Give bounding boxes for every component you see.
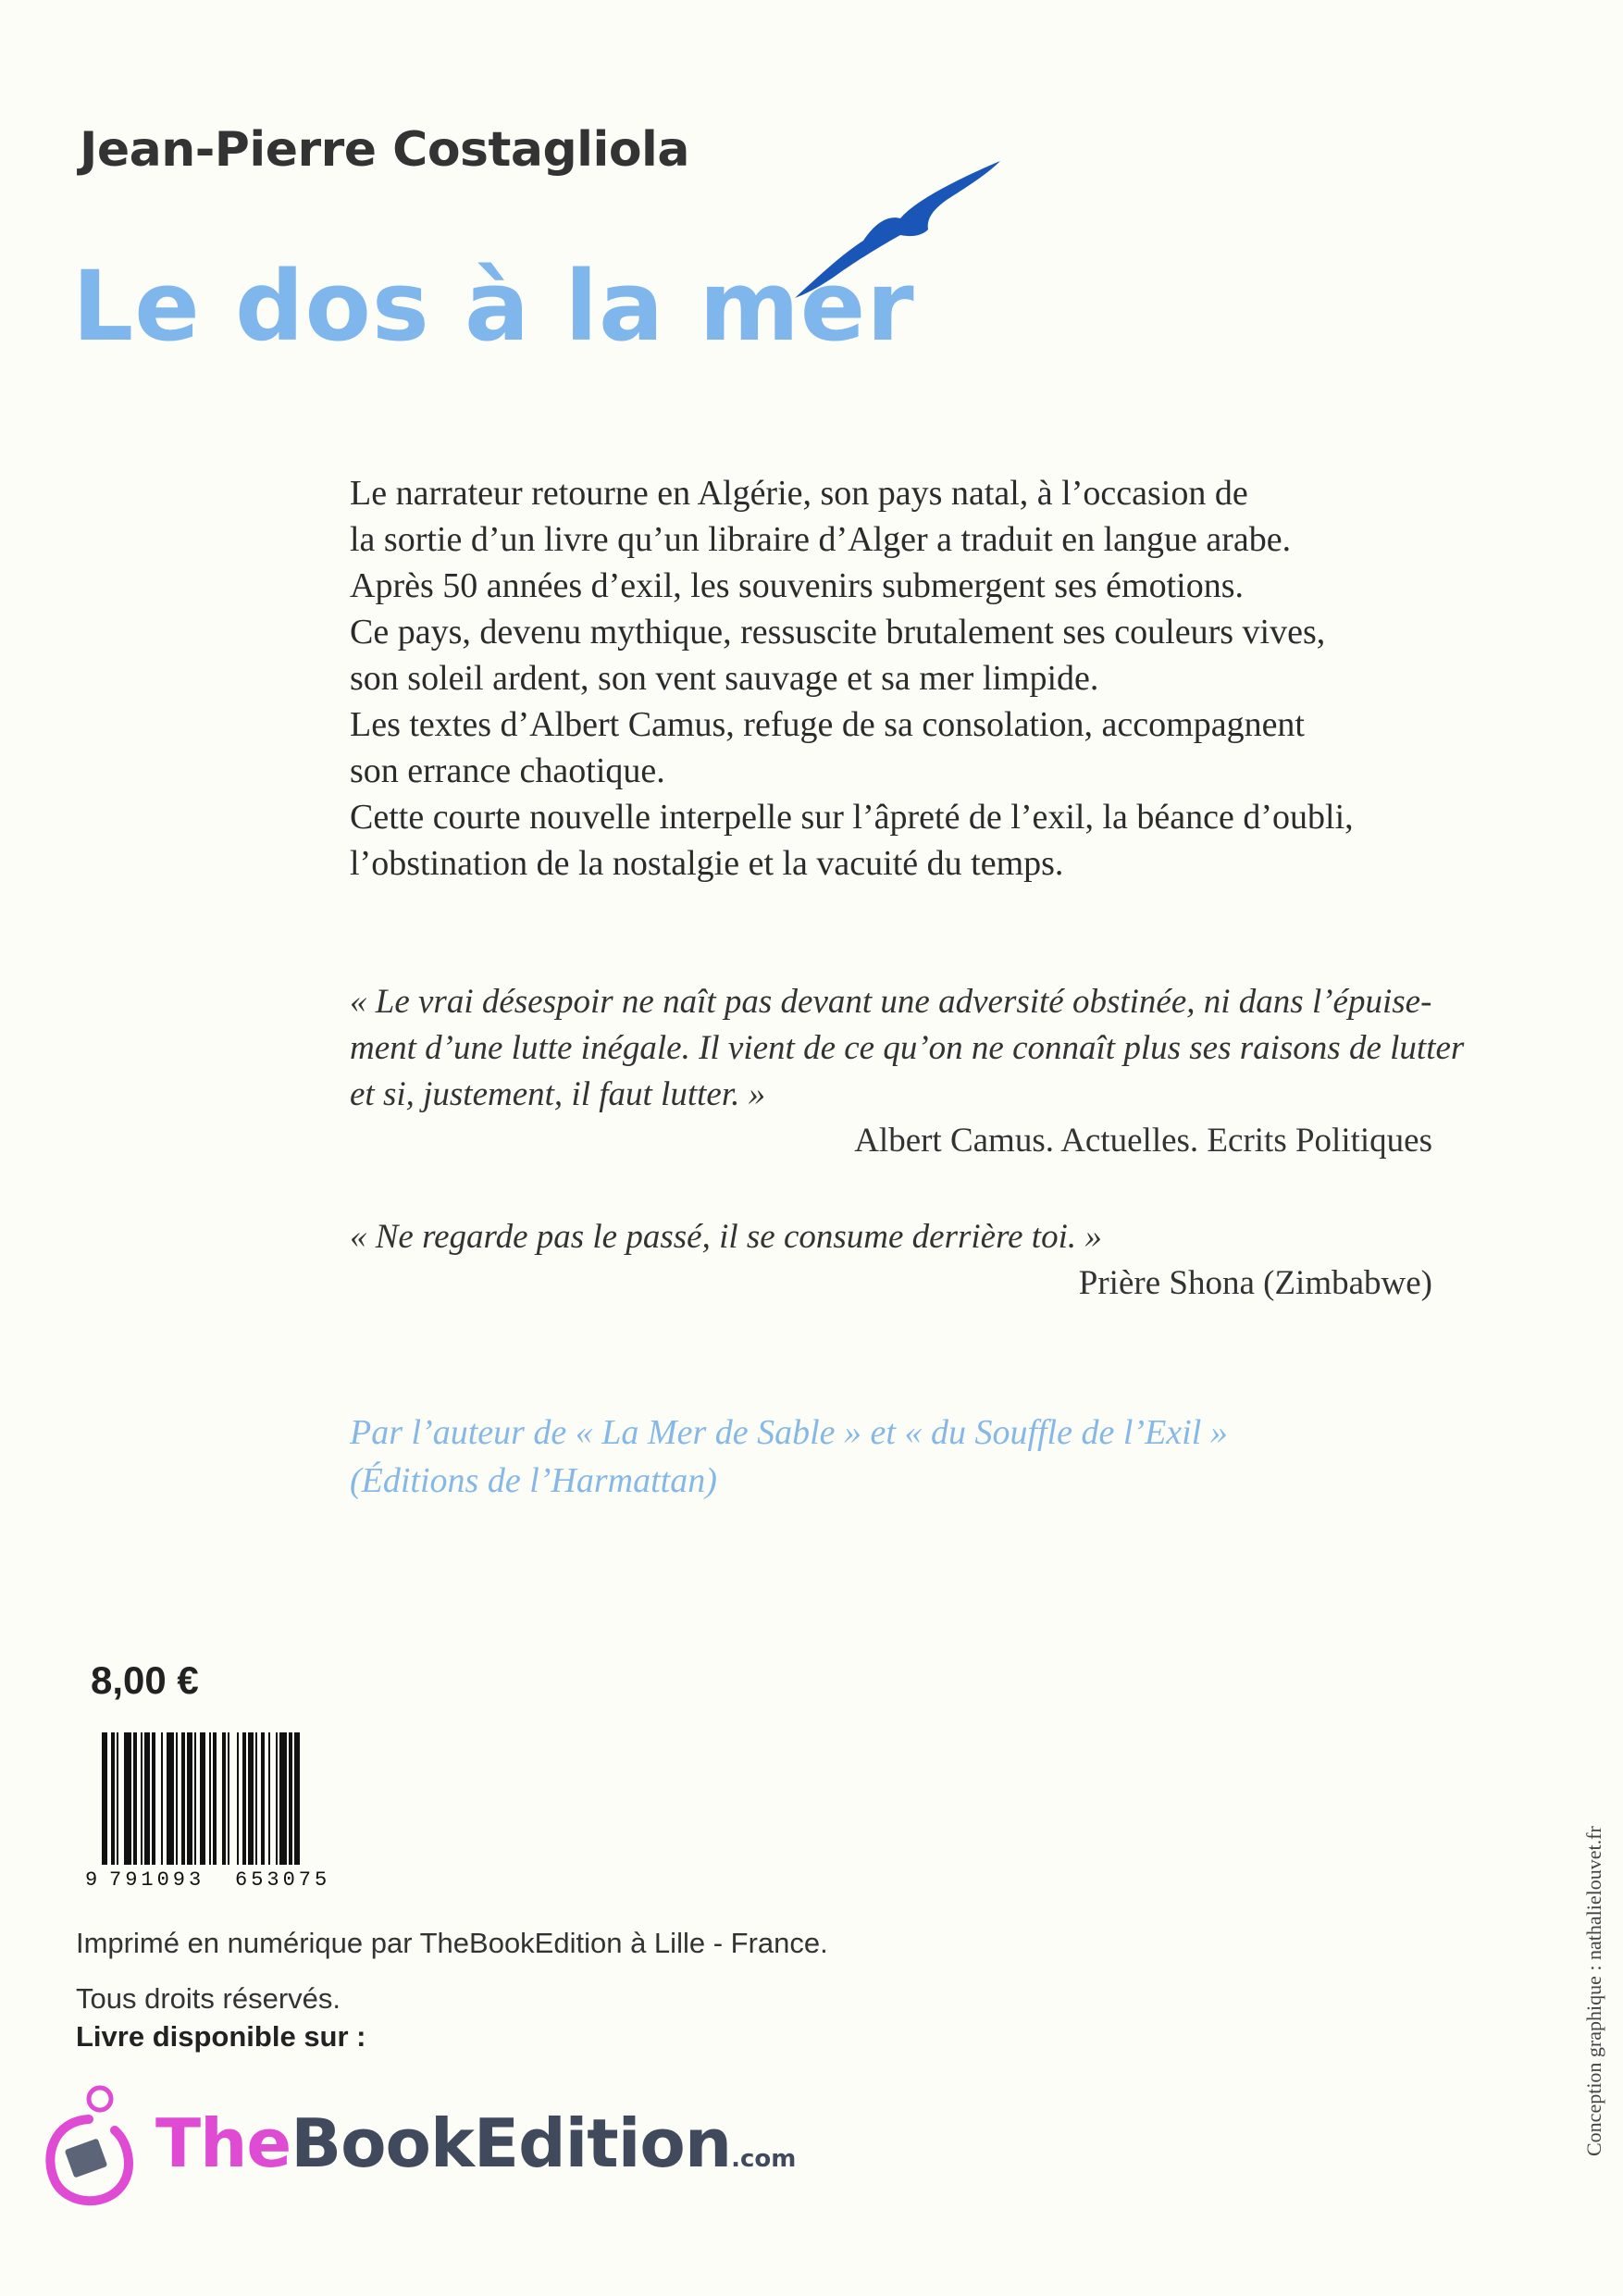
thebookedition-logo xyxy=(155,2104,796,2182)
design-credit: Conception graphique : nathalielouvet.fr xyxy=(1582,1826,1605,2156)
quote-attribution: Albert Camus. Actuelles. Ecrits Politiques xyxy=(854,1122,1432,1160)
summary-paragraph xyxy=(350,470,1479,887)
summary-line: Les textes d’Albert Camus, refuge de sa consolation, accompagnent xyxy=(350,705,1305,744)
price: 8,00 € xyxy=(91,1658,199,1702)
availability-label: Livre disponible sur : xyxy=(76,2020,366,2053)
summary-line: la sortie d’un livre qu’un libraire d’Alger a traduit en langue arabe. xyxy=(350,520,1292,559)
byline-line: (Éditions de l’Harmattan) xyxy=(350,1461,717,1500)
barcode-digits-right: 653075 xyxy=(235,1868,331,1890)
summary-line: l’obstination de la nostalgie et la vacuité du temps. xyxy=(350,844,1064,883)
author-name: Jean-Pierre Costagliola xyxy=(80,122,689,178)
barcode-digit-lead: 9 xyxy=(85,1868,98,1890)
barcode-digits-left: 791093 xyxy=(109,1868,205,1890)
summary-line: Ce pays, devenu mythique, ressuscite brutalement ses couleurs vives, xyxy=(350,613,1326,652)
camus-quote xyxy=(350,979,1465,1164)
shona-quote xyxy=(350,1214,1432,1307)
quote-attribution: Prière Shona (Zimbabwe) xyxy=(1078,1264,1432,1302)
logo-tld: .com xyxy=(731,2145,797,2173)
summary-line: Après 50 années d’exil, les souvenirs submergent ses émotions. xyxy=(350,566,1245,605)
quote-line: et si, justement, il faut lutter. » xyxy=(350,1075,766,1113)
summary-line: son soleil ardent, son vent sauvage et sa mer limpide. xyxy=(350,659,1099,698)
book-title: Le dos à la mer xyxy=(72,250,915,363)
thebookedition-logo-icon xyxy=(35,2082,137,2212)
summary-line: Le narrateur retourne en Algérie, son pays natal, à l’occasion de xyxy=(350,474,1248,513)
logo-the: The xyxy=(155,2104,291,2182)
byline-line: Par l’auteur de « La Mer de Sable » et « du Souffle de l’Exil » xyxy=(350,1413,1228,1452)
printer-notice: Imprimé en numérique par TheBookEdition à Lille - France. xyxy=(76,1927,828,1959)
quote-line: « Ne regarde pas le passé, il se consume derrière toi. » xyxy=(350,1218,1102,1256)
isbn-barcode xyxy=(81,1732,368,1890)
rights-notice: Tous droits réservés. xyxy=(76,1982,341,2015)
logo-name: BookEdition xyxy=(291,2104,732,2182)
quote-line: « Le vrai désespoir ne naît pas devant une adversité obstinée, ni dans l’épuise- xyxy=(350,983,1432,1021)
summary-line: son errance chaotique. xyxy=(350,751,665,790)
seagull-icon xyxy=(791,157,1004,305)
quote-line: ment d’une lutte inégale. Il vient de ce qu’on ne connaît plus ses raisons de lutter xyxy=(350,1029,1465,1067)
author-byline xyxy=(350,1409,1460,1505)
summary-line: Cette courte nouvelle interpelle sur l’âpreté de l’exil, la béance d’oubli, xyxy=(350,798,1354,837)
